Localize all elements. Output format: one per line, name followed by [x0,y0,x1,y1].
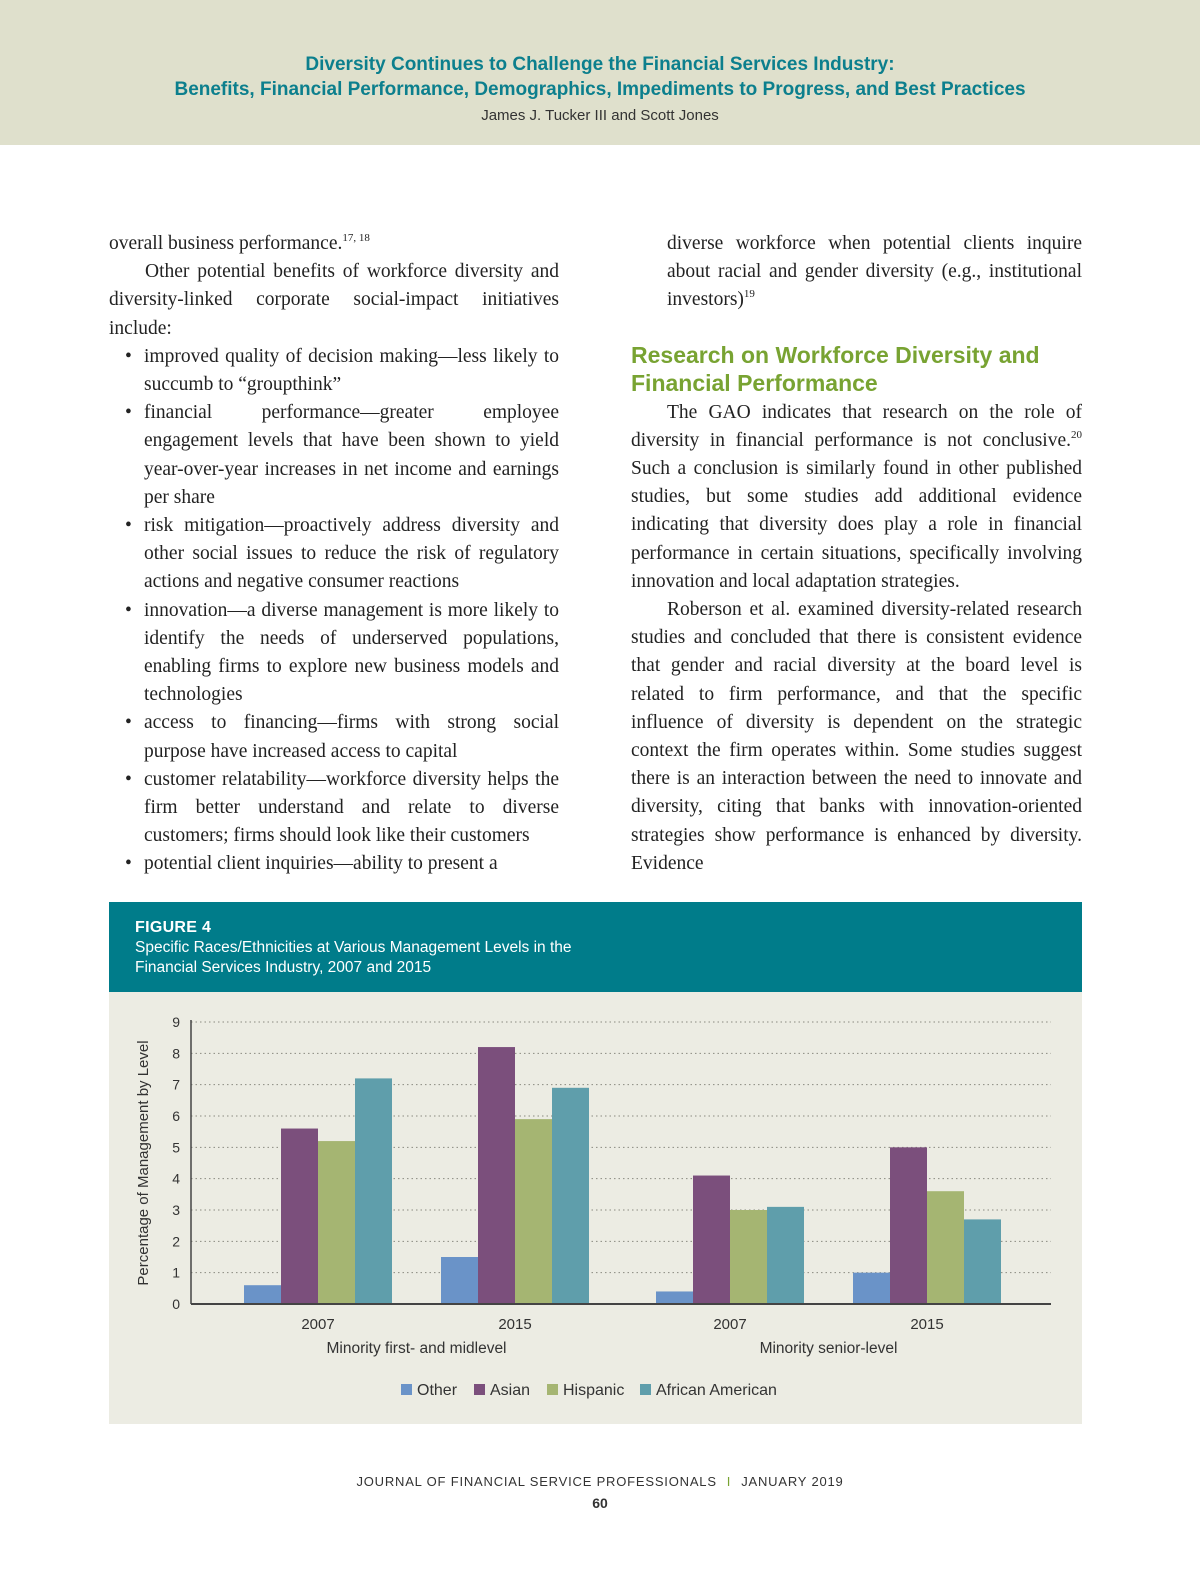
paragraph-text: The GAO indicates that research on the role of diversity in financial performance is not conclusive. [631,401,1082,451]
bar-african-american [964,1219,1001,1304]
issue-date: JANUARY 2019 [741,1474,844,1489]
list-item: • potential client inquiries—ability to present a [109,850,559,878]
bar-hispanic [927,1191,964,1304]
legend-swatch [640,1384,651,1395]
y-tick-label: 1 [172,1264,180,1281]
figure-label: FIGURE 4 [135,919,212,936]
list-item: • improved quality of decision making—less likely to succumb to “groupthink” [109,343,559,399]
footnote-ref: 19 [743,288,755,301]
article-title-line-1: Diversity Continues to Challenge the Financial Services Industry: [305,54,895,75]
y-tick-label: 9 [172,1014,180,1030]
benefits-list [109,343,559,879]
footer-line [0,1474,1200,1489]
bar-asian [281,1129,318,1304]
list-item: • access to financing—firms with strong social purpose have increased access to capital [109,709,559,765]
y-tick-label: 3 [172,1202,180,1218]
bar-chart [109,992,1082,1424]
left-column [109,230,559,879]
right-column [631,230,1082,878]
x-tick-label: 2007 [301,1316,335,1333]
page-header [0,0,1200,145]
y-axis-label: Percentage of Management by Level [135,1040,152,1286]
x-group-label: Minority senior-level [759,1340,898,1357]
section-heading: Research on Workforce Diversity and Financial Performance [631,341,1040,396]
journal-name: JOURNAL OF FINANCIAL SERVICE PROFESSIONALS [356,1474,717,1489]
x-group-label: Minority first- and midlevel [326,1340,507,1357]
x-tick-label: 2015 [498,1316,532,1333]
paragraph-continued [109,230,559,258]
bar-hispanic [515,1119,552,1304]
page-number: 60 [592,1495,608,1511]
paragraph-roberson: Roberson et al. examined diversity-related research studies and concluded that there is consistent evidence that gender and racial diversity at the board level is related to firm performance, and that the specific influence of diversity is dependent on the strategic context the firm operates within. Some studies suggest there is an interaction between the need to innovate and diversity, citing that banks with innovation-oriented strategies show performance is enhanced by diversity. Evidence [631,599,1082,874]
legend-label: Other [417,1382,458,1399]
legend-swatch [474,1384,485,1395]
legend-swatch [547,1384,558,1395]
y-tick-label: 6 [172,1108,180,1124]
paragraph-gao [631,399,1082,596]
list-item: • financial performance—greater employee engagement levels that have been shown to yield year-over-year increases in net income and earnings per share [109,399,559,512]
bar-asian [693,1176,730,1304]
legend-label: Asian [490,1382,531,1399]
paragraph-continued-right [631,230,1082,315]
y-tick-label: 4 [172,1170,180,1187]
figure-header [109,902,1082,992]
paragraph-benefits-intro: Other potential benefits of workforce diversity and diversity-linked corporate social-impact initiatives include: [109,261,559,339]
footer-separator: I [726,1474,732,1489]
y-tick-label: 2 [172,1233,180,1250]
footnote-ref: 20 [1071,428,1082,441]
paragraph-text: overall business performance. [109,233,343,254]
bar-other [441,1257,478,1304]
bar-other [853,1273,890,1304]
y-tick-label: 8 [172,1045,180,1062]
bar-hispanic [318,1141,355,1304]
page-footer [0,1474,1200,1511]
legend-label: Hispanic [563,1382,625,1399]
figure-caption: Specific Races/Ethnicities at Various Management Levels in the Financial Services Industry, 2007 and 2015 [135,939,572,976]
list-item: • customer relatability—workforce diversity helps the firm better understand and relate to diverse customers; firms should look like their customers [109,766,559,851]
figure-4 [109,902,1082,1424]
bar-asian [478,1047,515,1304]
article-authors: James J. Tucker III and Scott Jones [481,107,719,124]
bar-african-american [767,1207,804,1304]
list-item: • innovation—a diverse management is more likely to identify the needs of underserved populations, enabling firms to explore new business models and technologies [109,597,559,710]
y-tick-label: 7 [172,1076,180,1093]
bar-african-american [355,1078,392,1304]
legend-label: African American [656,1382,777,1399]
bar-hispanic [730,1210,767,1304]
bar-other [244,1285,281,1304]
bar-other [656,1291,693,1304]
bar-asian [890,1147,927,1304]
legend-swatch [401,1384,412,1395]
paragraph-text: diverse workforce when potential clients inquire about racial and gender diversity (e.g., institutional investors) [667,233,1082,311]
y-tick-label: 0 [172,1296,180,1312]
footnote-ref: 17, 18 [342,232,370,244]
list-item: • risk mitigation—proactively address diversity and other social issues to reduce the risk of regulatory actions and negative consumer reactions [109,512,559,597]
bar-african-american [552,1088,589,1304]
x-tick-label: 2015 [910,1316,944,1333]
article-title-line-2: Benefits, Financial Performance, Demographics, Impediments to Progress, and Best Practices [174,79,1026,100]
paragraph-text: Such a conclusion is similarly found in other published studies, but some studies add additional evidence indicating that diversity does play a role in financial performance in certain situations, specifically involving innovation and local adaptation strategies. [631,458,1082,592]
x-tick-label: 2007 [713,1316,747,1333]
y-tick-label: 5 [172,1139,180,1156]
